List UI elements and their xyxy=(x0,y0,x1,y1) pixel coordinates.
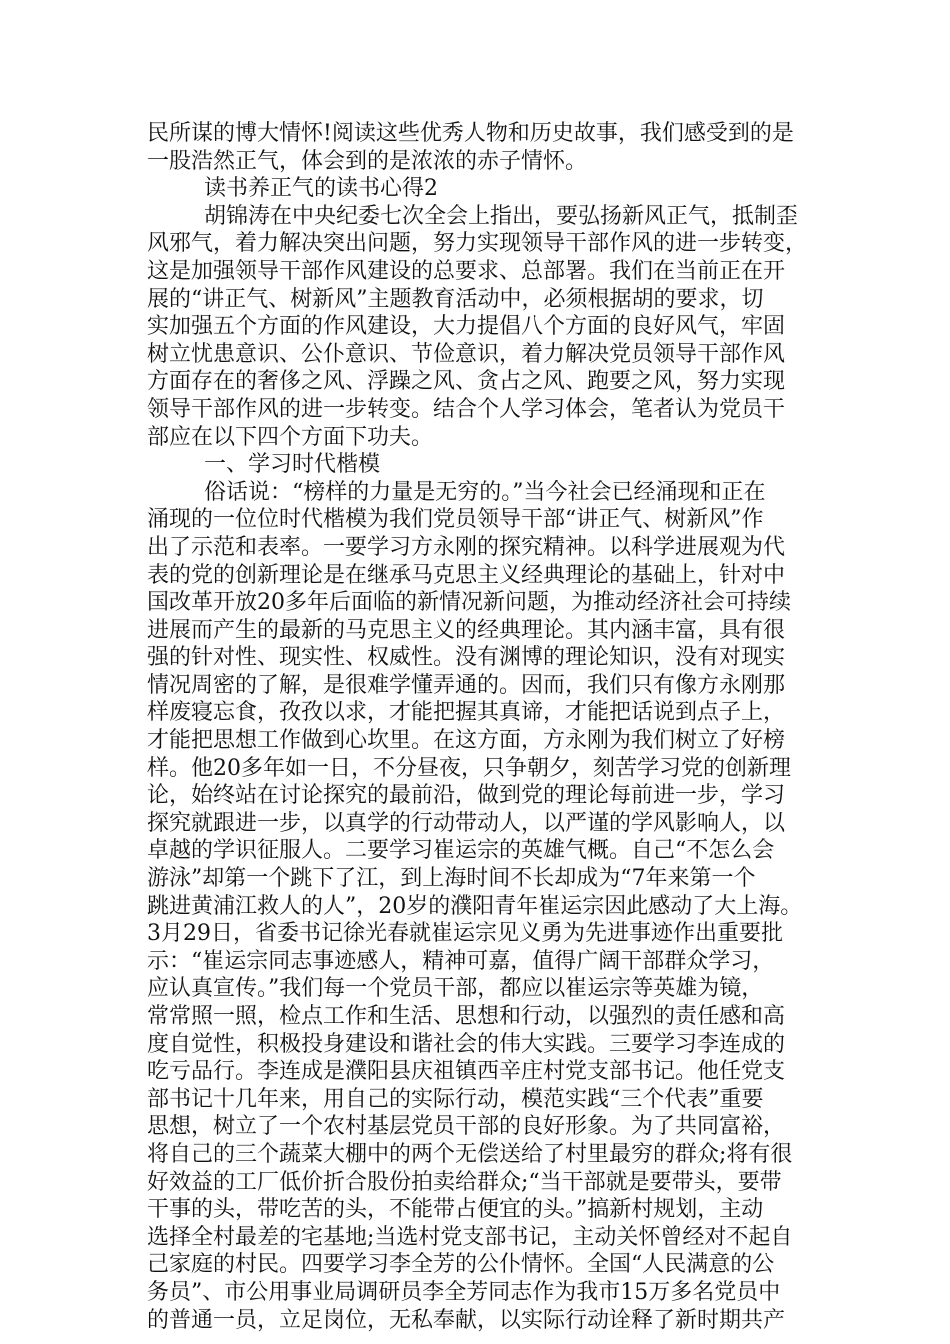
text-line: 部应在以下四个方面下功夫。 xyxy=(147,424,434,450)
text-line: 进展而产生的最新的马克思主义的经典理论。其内涵丰富，具有很 xyxy=(147,617,786,643)
text-line: 风邪气，着力解决突出问题，努力实现领导干部作风的进一步转变， xyxy=(147,231,808,257)
text-line: 国改革开放20多年后面临的新情况新问题，为推动经济社会可持续 xyxy=(147,590,791,616)
text-line: 强的针对性、现实性、权威性。没有渊博的理论知识，没有对现实 xyxy=(147,645,786,671)
text-line: 样。他20多年如一日，不分昼夜，只争朝夕，刻苦学习党的创新理 xyxy=(147,755,791,781)
text-line: 实加强五个方面的作风建设，大力提倡八个方面的良好风气，牢固 xyxy=(147,314,786,340)
text-line: 民所谋的博大情怀!阅读这些优秀人物和历史故事，我们感受到的是 xyxy=(147,121,794,146)
text-line: 涌现的一位位时代楷模为我们党员领导干部“讲正气、树新风”作 xyxy=(147,507,764,533)
text-line: 卓越的学识征服人。二要学习崔运宗的英雄气概。自己“不怎么会 xyxy=(147,838,775,864)
text-line: 游泳”却第一个跳下了江，到上海时间不长却成为“7年来第一个 xyxy=(147,866,756,892)
text-line: 度自觉性，积极投身建设和谐社会的伟大实践。三要学习李连成的 xyxy=(147,1031,786,1057)
text-line: 的普通一员，立足岗位，无私奉献，以实际行动诠释了新时期共产 xyxy=(147,1307,786,1333)
text-line: 常常照一照，检点工作和生活、思想和行动，以强烈的责任感和高 xyxy=(147,1004,786,1029)
text-line: 出了示范和表率。一要学习方永刚的探究精神。以科学进展观为代 xyxy=(147,534,786,560)
text-line: 好效益的工厂低价折合股份拍卖给群众;“当干部就是要带头，要带 xyxy=(147,1169,782,1195)
text-line: 将自己的三个蔬菜大棚中的两个无偿送给了村里最穷的群众;将有很 xyxy=(147,1141,793,1167)
text-line: 俗话说：“榜样的力量是无穷的。”当今社会已经涌现和正在 xyxy=(204,479,766,505)
text-line: 吃亏品行。李连成是濮阳县庆祖镇西辛庄村党支部书记。他任党支 xyxy=(147,1059,786,1085)
section-heading: 读书养正气的读书心得2 xyxy=(204,176,438,202)
text-line: 部书记十几年来，用自己的实际行动，模范实践“三个代表”重要 xyxy=(147,1086,764,1112)
text-line: 表的党的创新理论是在继承马克思主义经典理论的基础上，针对中 xyxy=(147,562,786,588)
text-line: 情况周密的了解，是很难学懂弄通的。因而，我们只有像方永刚那 xyxy=(147,672,786,698)
text-line: 3月29日，省委书记徐光春就崔运宗见义勇为先进事迹作出重要批 xyxy=(147,921,783,947)
text-line: 样废寝忘食，孜孜以求，才能把握其真谛，才能把话说到点子上， xyxy=(147,700,786,726)
text-line: 己家庭的村民。四要学习李全芳的公仆情怀。全国“人民满意的公 xyxy=(147,1252,775,1278)
text-line: 务员”、市公用事业局调研员李全芳同志作为我市15万多名党员中 xyxy=(147,1279,781,1305)
text-line: 干事的头，带吃苦的头，不能带占便宜的头。”搞新村规划，主动 xyxy=(147,1197,764,1223)
text-line: 这是加强领导干部作风建设的总要求、总部署。我们在当前正在开 xyxy=(147,258,786,284)
text-line: 方面存在的奢侈之风、浮躁之风、贪占之风、跑要之风，努力实现 xyxy=(147,369,786,395)
text-line: 探究就跟进一步，以真学的行动带动人，以严谨的学风影响人，以 xyxy=(147,810,786,836)
document-body xyxy=(147,120,827,1334)
text-line: 跳进黄浦江救人的人”，20岁的濮阳青年崔运宗因此感动了大上海。 xyxy=(147,893,803,919)
text-line: 胡锦涛在中央纪委七次全会上指出，要弘扬新风正气，抵制歪 xyxy=(204,203,799,229)
text-line: 一股浩然正气，体会到的是浓浓的赤子情怀。 xyxy=(147,148,588,174)
text-line: 论，始终站在讨论探究的最前沿，做到党的理论每前进一步，学习 xyxy=(147,783,786,809)
section-heading: 一、学习时代楷模 xyxy=(204,452,381,478)
text-line: 思想，树立了一个农村基层党员干部的良好形象。为了共同富裕， xyxy=(147,1114,786,1140)
text-line: 展的“讲正气、树新风”主题教育活动中，必须根据胡的要求，切 xyxy=(147,286,764,312)
text-line: 领导干部作风的进一步转变。结合个人学习体会，笔者认为党员干 xyxy=(147,396,786,422)
text-line: 才能把思想工作做到心坎里。在这方面，方永刚为我们树立了好榜 xyxy=(147,728,786,754)
text-line: 树立忧患意识、公仆意识、节俭意识，着力解决党员领导干部作风 xyxy=(147,341,786,367)
text-line: 选择全村最差的宅基地;当选村党支部书记，主动关怀曾经对不起自 xyxy=(147,1224,793,1250)
text-line: 示：“崔运宗同志事迹感人，精神可嘉，值得广阔干部群众学习， xyxy=(147,948,775,974)
text-line: 应认真宣传。”我们每一个党员干部，都应以崔运宗等英雄为镜， xyxy=(147,976,764,1002)
